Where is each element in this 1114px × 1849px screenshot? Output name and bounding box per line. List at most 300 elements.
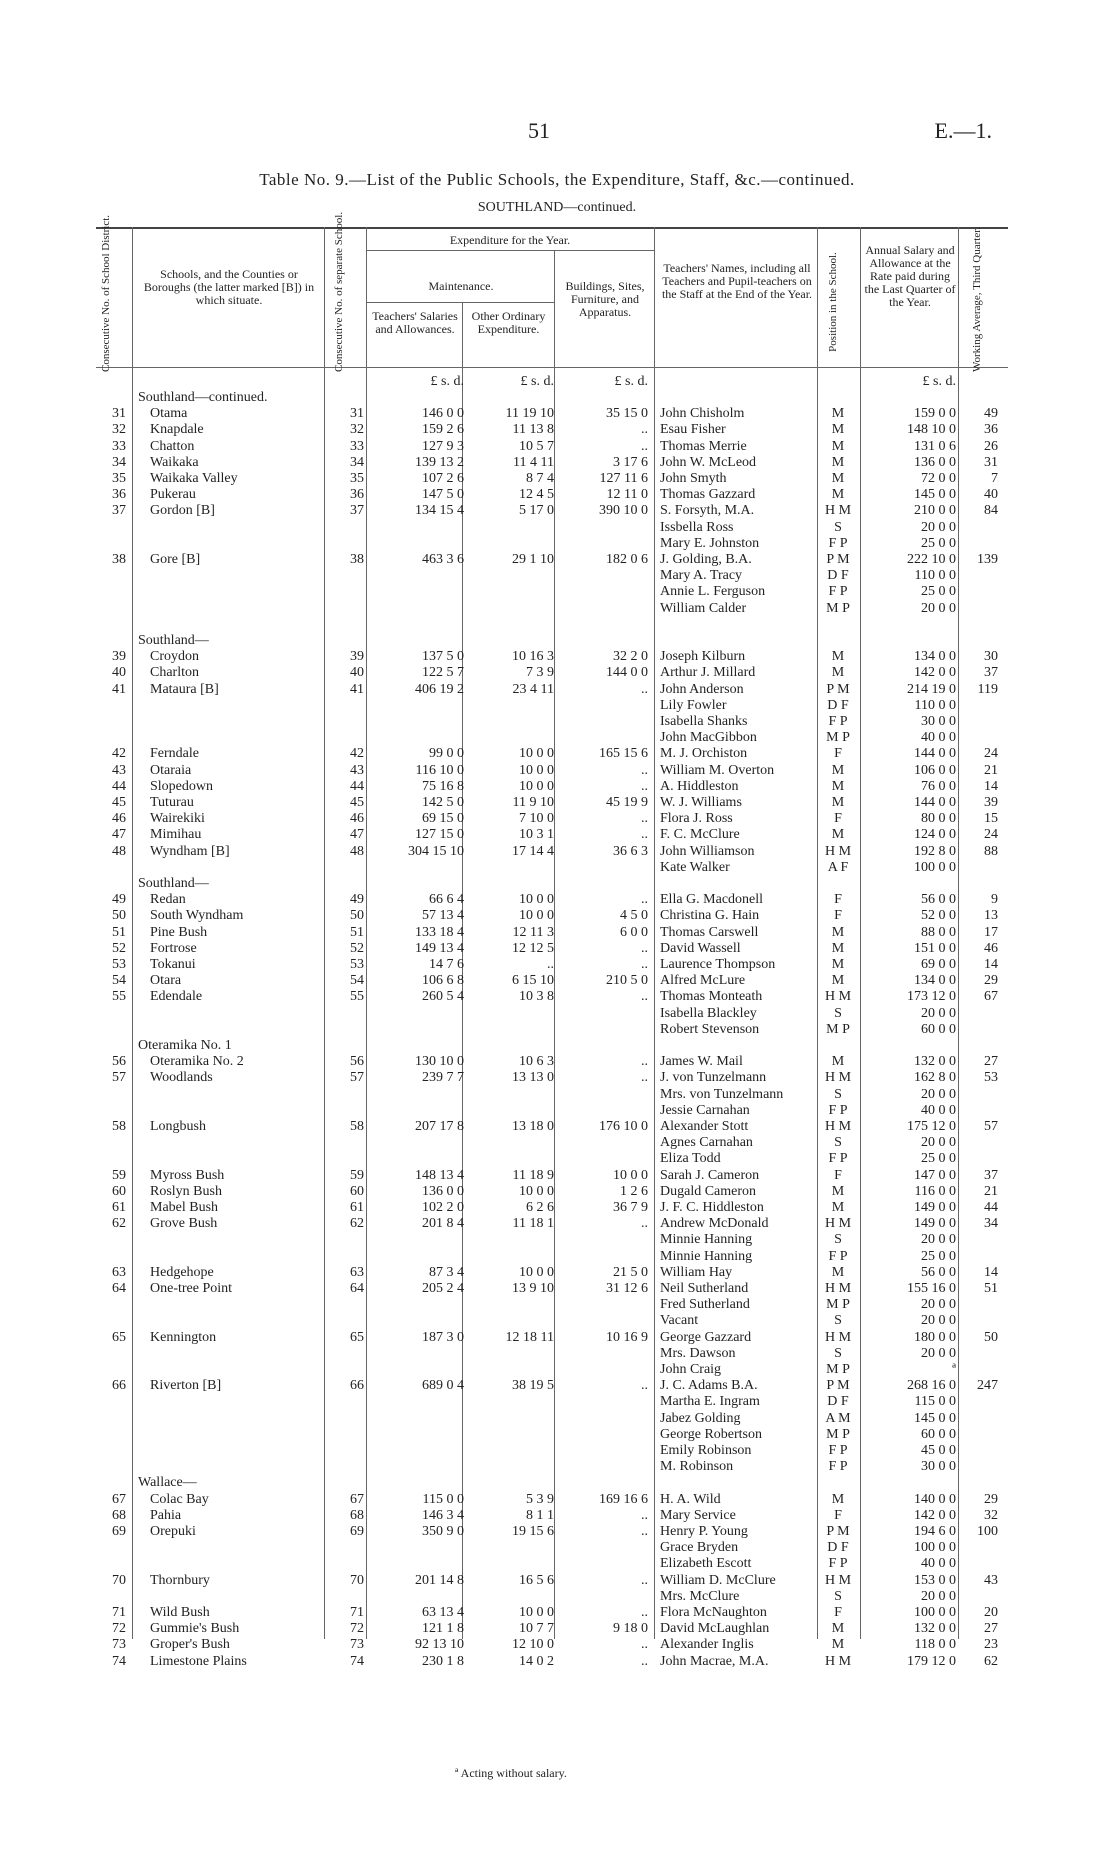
table-row: [0, 876, 1114, 892]
teacher-name: Andrew McDonald: [660, 1216, 769, 1232]
table-row: [0, 763, 1114, 779]
table-row: [0, 908, 1114, 924]
district-no: 57: [112, 1070, 126, 1086]
table-row: [0, 1006, 1114, 1022]
position: F P: [828, 1459, 848, 1475]
working-average: 36: [984, 422, 998, 438]
school-no: 58: [350, 1119, 364, 1134]
annual-salary: 25 0 0: [921, 535, 956, 551]
table-row: [0, 665, 1114, 681]
school-name: Ferndale: [150, 746, 199, 762]
annual-salary: ª: [952, 1362, 956, 1377]
working-average: 31: [984, 454, 998, 470]
other-expenditure: 5 3 9: [526, 1491, 554, 1507]
salaries: 14 7 6: [429, 957, 464, 972]
position: F P: [828, 535, 848, 551]
table-row: [0, 1054, 1114, 1070]
position: A M: [825, 1410, 851, 1426]
position: F P: [828, 1151, 848, 1167]
annual-salary: 179 12 0: [907, 1653, 956, 1669]
school-no: 32: [350, 422, 364, 438]
district-no: 59: [112, 1167, 126, 1183]
annual-salary: 145 0 0: [914, 487, 956, 503]
school-name: Otama: [150, 406, 188, 422]
school-no: 71: [350, 1605, 364, 1620]
buildings: ..: [641, 1216, 648, 1232]
district-no: 38: [112, 552, 126, 567]
table-row: [0, 1573, 1114, 1589]
school-name: Orepuki: [150, 1524, 196, 1539]
annual-salary: 110 0 0: [914, 697, 956, 713]
teacher-name: M. Robinson: [660, 1459, 734, 1475]
other-expenditure: 11 9 10: [512, 795, 554, 810]
school-no: 46: [350, 811, 364, 827]
position: F: [834, 892, 842, 908]
position: M: [831, 454, 845, 470]
teacher-name: F. C. McClure: [660, 827, 740, 843]
working-average: 24: [984, 746, 998, 762]
annual-salary: 155 16 0: [907, 1281, 956, 1296]
table-row: [0, 487, 1114, 503]
school-name: One-tree Point: [150, 1281, 233, 1296]
salaries: 187 3 0: [422, 1329, 464, 1345]
district-no: 66: [112, 1378, 126, 1394]
salaries: 107 2 6: [422, 471, 464, 486]
annual-salary: 132 0 0: [914, 1621, 956, 1637]
school-name: Otaraia: [150, 762, 192, 778]
position: M P: [826, 1426, 850, 1442]
salaries: 87 3 4: [429, 1264, 464, 1280]
table-row: [0, 957, 1114, 973]
buildings: 32 2 0: [613, 649, 648, 665]
other-expenditure: 6 15 10: [512, 973, 554, 989]
annual-salary: 45 0 0: [921, 1443, 956, 1458]
buildings: 182 0 6: [606, 552, 648, 567]
teacher-name: Grace Bryden: [660, 1540, 739, 1556]
table-row: [0, 1362, 1114, 1378]
annual-salary: 214 19 0: [907, 681, 956, 697]
district-no: 34: [112, 454, 126, 470]
other-expenditure: 12 4 5: [519, 487, 554, 503]
other-expenditure: 19 15 6: [512, 1524, 554, 1539]
working-average: 100: [977, 1524, 998, 1539]
position: D F: [827, 568, 849, 584]
table-row: [0, 730, 1114, 746]
district-no: 67: [112, 1491, 126, 1507]
working-average: 57: [984, 1119, 998, 1134]
annual-salary: 145 0 0: [914, 1410, 956, 1426]
position: F: [834, 746, 842, 762]
position: M: [831, 422, 845, 438]
table-row: [0, 1346, 1114, 1362]
district-no: 72: [112, 1621, 126, 1637]
district-no: 39: [112, 649, 126, 665]
teacher-name: J. C. Adams B.A.: [660, 1378, 758, 1394]
annual-salary: 88 0 0: [921, 924, 956, 940]
buildings: 4 5 0: [620, 908, 648, 924]
position: D F: [827, 697, 849, 713]
district-no: 63: [112, 1264, 126, 1280]
position: P M: [826, 1524, 850, 1539]
position: M: [831, 1637, 845, 1653]
district-no: 50: [112, 908, 126, 924]
teacher-name: Ella G. Macdonell: [660, 892, 764, 908]
position: M: [831, 827, 845, 843]
teacher-name: Joseph Kilburn: [660, 649, 746, 665]
annual-salary: 40 0 0: [921, 1556, 956, 1572]
annual-salary: 136 0 0: [914, 454, 956, 470]
district-no: 49: [112, 892, 126, 908]
header-district-no: Consecutive No. of School District.: [100, 214, 112, 372]
table-row: [0, 1151, 1114, 1167]
other-expenditure: 12 11 3: [512, 924, 554, 940]
table-row: [0, 1232, 1114, 1248]
working-average: 15: [984, 811, 998, 827]
buildings: 45 19 9: [606, 795, 648, 810]
other-expenditure: 8 1 1: [526, 1507, 554, 1523]
table-row: [0, 536, 1114, 552]
district-no: 35: [112, 471, 126, 486]
school-no: 35: [350, 471, 364, 486]
salaries: 239 7 7: [422, 1070, 464, 1086]
currency-bld: £ s. d.: [614, 374, 648, 389]
table-row: [0, 1637, 1114, 1653]
header-salaries: Teachers' Salaries and Allowances.: [372, 309, 458, 336]
working-average: 37: [984, 665, 998, 681]
table-row: [0, 617, 1114, 633]
table-row: [0, 973, 1114, 989]
working-average: 7: [991, 471, 998, 486]
position: M P: [826, 1362, 850, 1377]
annual-salary: 20 0 0: [921, 1086, 956, 1102]
table-row: [0, 406, 1114, 422]
working-average: 51: [984, 1281, 998, 1296]
annual-salary: 134 0 0: [914, 649, 956, 665]
salaries: 149 13 4: [415, 940, 464, 956]
position: F: [834, 1605, 842, 1620]
annual-salary: 118 0 0: [914, 1637, 956, 1653]
table-row: [0, 1605, 1114, 1621]
buildings: 10 16 9: [606, 1329, 648, 1345]
position: H M: [824, 1329, 852, 1345]
other-expenditure: 11 19 10: [505, 406, 554, 422]
district-no: 64: [112, 1281, 126, 1296]
position: H M: [824, 989, 852, 1005]
salaries: 136 0 0: [422, 1183, 464, 1199]
teacher-name: Vacant: [660, 1313, 699, 1329]
salaries: 75 16 8: [422, 778, 464, 794]
buildings: 3 17 6: [613, 454, 648, 470]
school-no: 47: [350, 827, 364, 843]
table-row: [0, 1621, 1114, 1637]
teacher-name: Alexander Stott: [660, 1119, 749, 1134]
buildings: ..: [641, 1653, 648, 1669]
district-no: 51: [112, 924, 126, 940]
table-subtitle: SOUTHLAND—continued.: [477, 200, 637, 215]
position: M: [831, 1183, 845, 1199]
school-no: 64: [350, 1281, 364, 1296]
school-name: Limestone Plains: [150, 1653, 247, 1669]
annual-salary: 210 0 0: [914, 503, 956, 519]
position: F P: [828, 1556, 848, 1572]
working-average: 40: [984, 487, 998, 503]
teacher-name: Mary E. Johnston: [660, 535, 760, 551]
other-expenditure: 10 0 0: [519, 1605, 554, 1620]
teacher-name: William Calder: [660, 600, 747, 616]
other-expenditure: 13 13 0: [512, 1070, 554, 1086]
salaries: 99 0 0: [429, 746, 464, 762]
position: D F: [827, 1394, 849, 1410]
position: H M: [824, 1070, 852, 1086]
other-expenditure: 12 10 0: [512, 1637, 554, 1653]
teacher-name: M. J. Orchiston: [660, 746, 748, 762]
position: S: [834, 1345, 842, 1361]
district-no: 53: [112, 957, 126, 972]
header-buildings: Buildings, Sites, Furniture, and Apparatus.: [565, 279, 645, 319]
annual-salary: 100 0 0: [914, 1540, 956, 1556]
teacher-name: William M. Overton: [660, 762, 775, 778]
school-name: Kennington: [150, 1329, 217, 1345]
working-average: 67: [984, 989, 998, 1005]
teacher-name: Thomas Merrie: [660, 438, 747, 454]
working-average: 13: [984, 908, 998, 924]
salaries: 122 5 7: [422, 665, 464, 681]
district-no: 70: [112, 1572, 126, 1588]
school-no: 34: [350, 454, 364, 470]
district-no: 45: [112, 795, 126, 810]
school-name: Southland—continued.: [138, 390, 268, 405]
working-average: 247: [977, 1378, 998, 1394]
school-name: Pahia: [150, 1507, 182, 1523]
teacher-name: John MacGibbon: [660, 730, 757, 746]
salaries: 304 15 10: [408, 843, 464, 859]
teacher-name: Thomas Gazzard: [660, 487, 756, 503]
currency-sal: £ s. d.: [430, 374, 464, 389]
working-average: 37: [984, 1167, 998, 1183]
district-no: 55: [112, 989, 126, 1005]
other-expenditure: 5 17 0: [519, 503, 554, 519]
position: S: [834, 1313, 842, 1329]
district-no: 73: [112, 1637, 126, 1653]
working-average: 26: [984, 438, 998, 454]
position: P M: [826, 1378, 850, 1394]
header-annual-salary: Annual Salary and Allowance at the Rate paid during the Last Quarter of the Year.: [864, 243, 956, 309]
position: H M: [824, 1281, 852, 1296]
currency-ann: £ s. d.: [922, 374, 956, 389]
currency-oth: £ s. d.: [520, 374, 554, 389]
header-other-expenditure: Other Ordinary Expenditure.: [471, 309, 546, 336]
school-name: Knapdale: [150, 422, 204, 438]
annual-salary: 25 0 0: [921, 1151, 956, 1167]
buildings: 390 10 0: [599, 503, 648, 519]
working-average: 46: [984, 940, 998, 956]
teacher-name: Agnes Carnahan: [660, 1135, 753, 1151]
buildings: ..: [641, 1507, 648, 1523]
teacher-name: J. Golding, B.A.: [660, 552, 752, 567]
buildings: ..: [641, 1070, 648, 1086]
working-average: 43: [984, 1572, 998, 1588]
annual-salary: 20 0 0: [921, 1588, 956, 1604]
school-name: Mataura [B]: [150, 681, 219, 697]
table-row: [0, 714, 1114, 730]
table-row: [0, 1022, 1114, 1038]
buildings: ..: [641, 1572, 648, 1588]
table-row: [0, 795, 1114, 811]
teacher-name: Annie L. Ferguson: [660, 584, 766, 600]
table-row: [0, 827, 1114, 843]
position: H M: [824, 503, 852, 519]
table-row: [0, 649, 1114, 665]
other-expenditure: 11 18 9: [512, 1167, 554, 1183]
salaries: 142 5 0: [422, 795, 464, 810]
working-average: 27: [984, 1621, 998, 1637]
position: A F: [827, 859, 849, 875]
teacher-name: Thomas Carswell: [660, 924, 759, 940]
annual-salary: 52 0 0: [921, 908, 956, 924]
table-row: [0, 439, 1114, 455]
school-no: 51: [350, 924, 364, 940]
table-row: [0, 584, 1114, 600]
school-name: Hedgehope: [150, 1264, 214, 1280]
header-position: Position in the School.: [827, 252, 839, 352]
salaries: 146 3 4: [422, 1507, 464, 1523]
teacher-name: Alfred McLure: [660, 973, 746, 989]
buildings: 36 7 9: [613, 1200, 648, 1215]
district-no: 41: [112, 681, 126, 697]
salaries: 159 2 6: [422, 422, 464, 438]
annual-salary: 69 0 0: [921, 957, 956, 972]
district-no: 48: [112, 843, 126, 859]
position: H M: [824, 843, 852, 859]
teacher-name: A. Hiddleston: [660, 778, 739, 794]
school-no: 36: [350, 487, 364, 503]
school-no: 54: [350, 973, 364, 989]
annual-salary: 25 0 0: [921, 1248, 956, 1264]
teacher-name: William D. McClure: [660, 1572, 776, 1588]
school-name: Gummie's Bush: [150, 1621, 240, 1637]
teacher-name: Robert Stevenson: [660, 1021, 760, 1037]
table-row: [0, 1249, 1114, 1265]
salaries: 130 10 0: [415, 1054, 464, 1070]
school-no: 63: [350, 1264, 364, 1280]
school-name: South Wyndham: [150, 908, 244, 924]
position: H M: [824, 1216, 852, 1232]
buildings: 165 15 6: [599, 746, 648, 762]
school-name: Riverton [B]: [150, 1378, 222, 1394]
salaries: 406 19 2: [415, 681, 464, 697]
position: F P: [828, 1248, 848, 1264]
school-no: 65: [350, 1329, 364, 1345]
salaries: 69 15 0: [422, 811, 464, 827]
buildings: 9 18 0: [613, 1621, 648, 1637]
teacher-name: John Chisholm: [660, 406, 745, 422]
annual-salary: 40 0 0: [921, 1102, 956, 1118]
school-name: Southland—: [138, 876, 209, 891]
working-average: 23: [984, 1637, 998, 1653]
table-row: [0, 455, 1114, 471]
other-expenditure: 14 0 2: [519, 1653, 554, 1669]
teacher-name: Neil Sutherland: [660, 1281, 749, 1296]
teacher-name: J. F. C. Hiddleston: [660, 1200, 764, 1215]
annual-salary: 151 0 0: [914, 940, 956, 956]
school-no: 48: [350, 843, 364, 859]
table-row: [0, 1184, 1114, 1200]
district-no: 47: [112, 827, 126, 843]
school-no: 45: [350, 795, 364, 810]
teacher-name: J. von Tunzelmann: [660, 1070, 767, 1086]
working-average: 29: [984, 973, 998, 989]
school-name: Groper's Bush: [150, 1637, 230, 1653]
school-name: Colac Bay: [150, 1491, 209, 1507]
school-name: Pukerau: [150, 487, 196, 503]
position: M P: [826, 1297, 850, 1313]
working-average: 39: [984, 795, 998, 810]
buildings: ..: [641, 827, 648, 843]
table-row: [0, 1330, 1114, 1346]
school-name: Wallace—: [138, 1475, 197, 1491]
other-expenditure: 10 0 0: [519, 908, 554, 924]
teacher-name: Henry P. Young: [660, 1524, 748, 1539]
position: H M: [824, 1119, 852, 1134]
buildings: ..: [641, 438, 648, 454]
table-row: [0, 892, 1114, 908]
annual-salary: 144 0 0: [914, 746, 956, 762]
other-expenditure: 38 19 5: [512, 1378, 554, 1394]
working-average: 84: [984, 503, 998, 519]
annual-salary: 159 0 0: [914, 406, 956, 422]
working-average: 14: [984, 778, 998, 794]
teacher-name: John Williamson: [660, 843, 755, 859]
school-no: 59: [350, 1167, 364, 1183]
table-row: [0, 1168, 1114, 1184]
position: S: [834, 1086, 842, 1102]
teacher-name: John Macrae, M.A.: [660, 1653, 769, 1669]
district-no: 54: [112, 973, 126, 989]
buildings: 1 2 6: [620, 1183, 648, 1199]
teacher-name: Mary A. Tracy: [660, 568, 743, 584]
salaries: 134 15 4: [415, 503, 464, 519]
school-name: Tuturau: [150, 795, 194, 810]
district-no: 65: [112, 1329, 126, 1345]
annual-salary: 162 8 0: [914, 1070, 956, 1086]
annual-salary: 110 0 0: [914, 568, 956, 584]
other-expenditure: 10 3 1: [519, 827, 554, 843]
teacher-name: Minnie Hanning: [660, 1248, 753, 1264]
other-expenditure: 10 0 0: [519, 778, 554, 794]
working-average: 44: [984, 1200, 998, 1215]
buildings: ..: [641, 1378, 648, 1394]
annual-salary: 76 0 0: [921, 778, 956, 794]
teacher-name: Jessie Carnahan: [660, 1102, 750, 1118]
district-no: 68: [112, 1507, 126, 1523]
teacher-name: Sarah J. Cameron: [660, 1167, 760, 1183]
salaries: 463 3 6: [422, 552, 464, 567]
school-name: Roslyn Bush: [150, 1183, 222, 1199]
annual-salary: 124 0 0: [914, 827, 956, 843]
salaries: 127 9 3: [422, 438, 464, 454]
district-no: 46: [112, 811, 126, 827]
school-no: 70: [350, 1572, 364, 1588]
buildings: 35 15 0: [606, 406, 648, 422]
table-row: [0, 1313, 1114, 1329]
table-row: [0, 1265, 1114, 1281]
buildings: ..: [641, 1637, 648, 1653]
district-no: 31: [112, 406, 126, 422]
school-no: 49: [350, 892, 364, 908]
school-name: Mabel Bush: [150, 1200, 219, 1215]
table-row: [0, 568, 1114, 584]
school-name: Wairekiki: [150, 811, 205, 827]
